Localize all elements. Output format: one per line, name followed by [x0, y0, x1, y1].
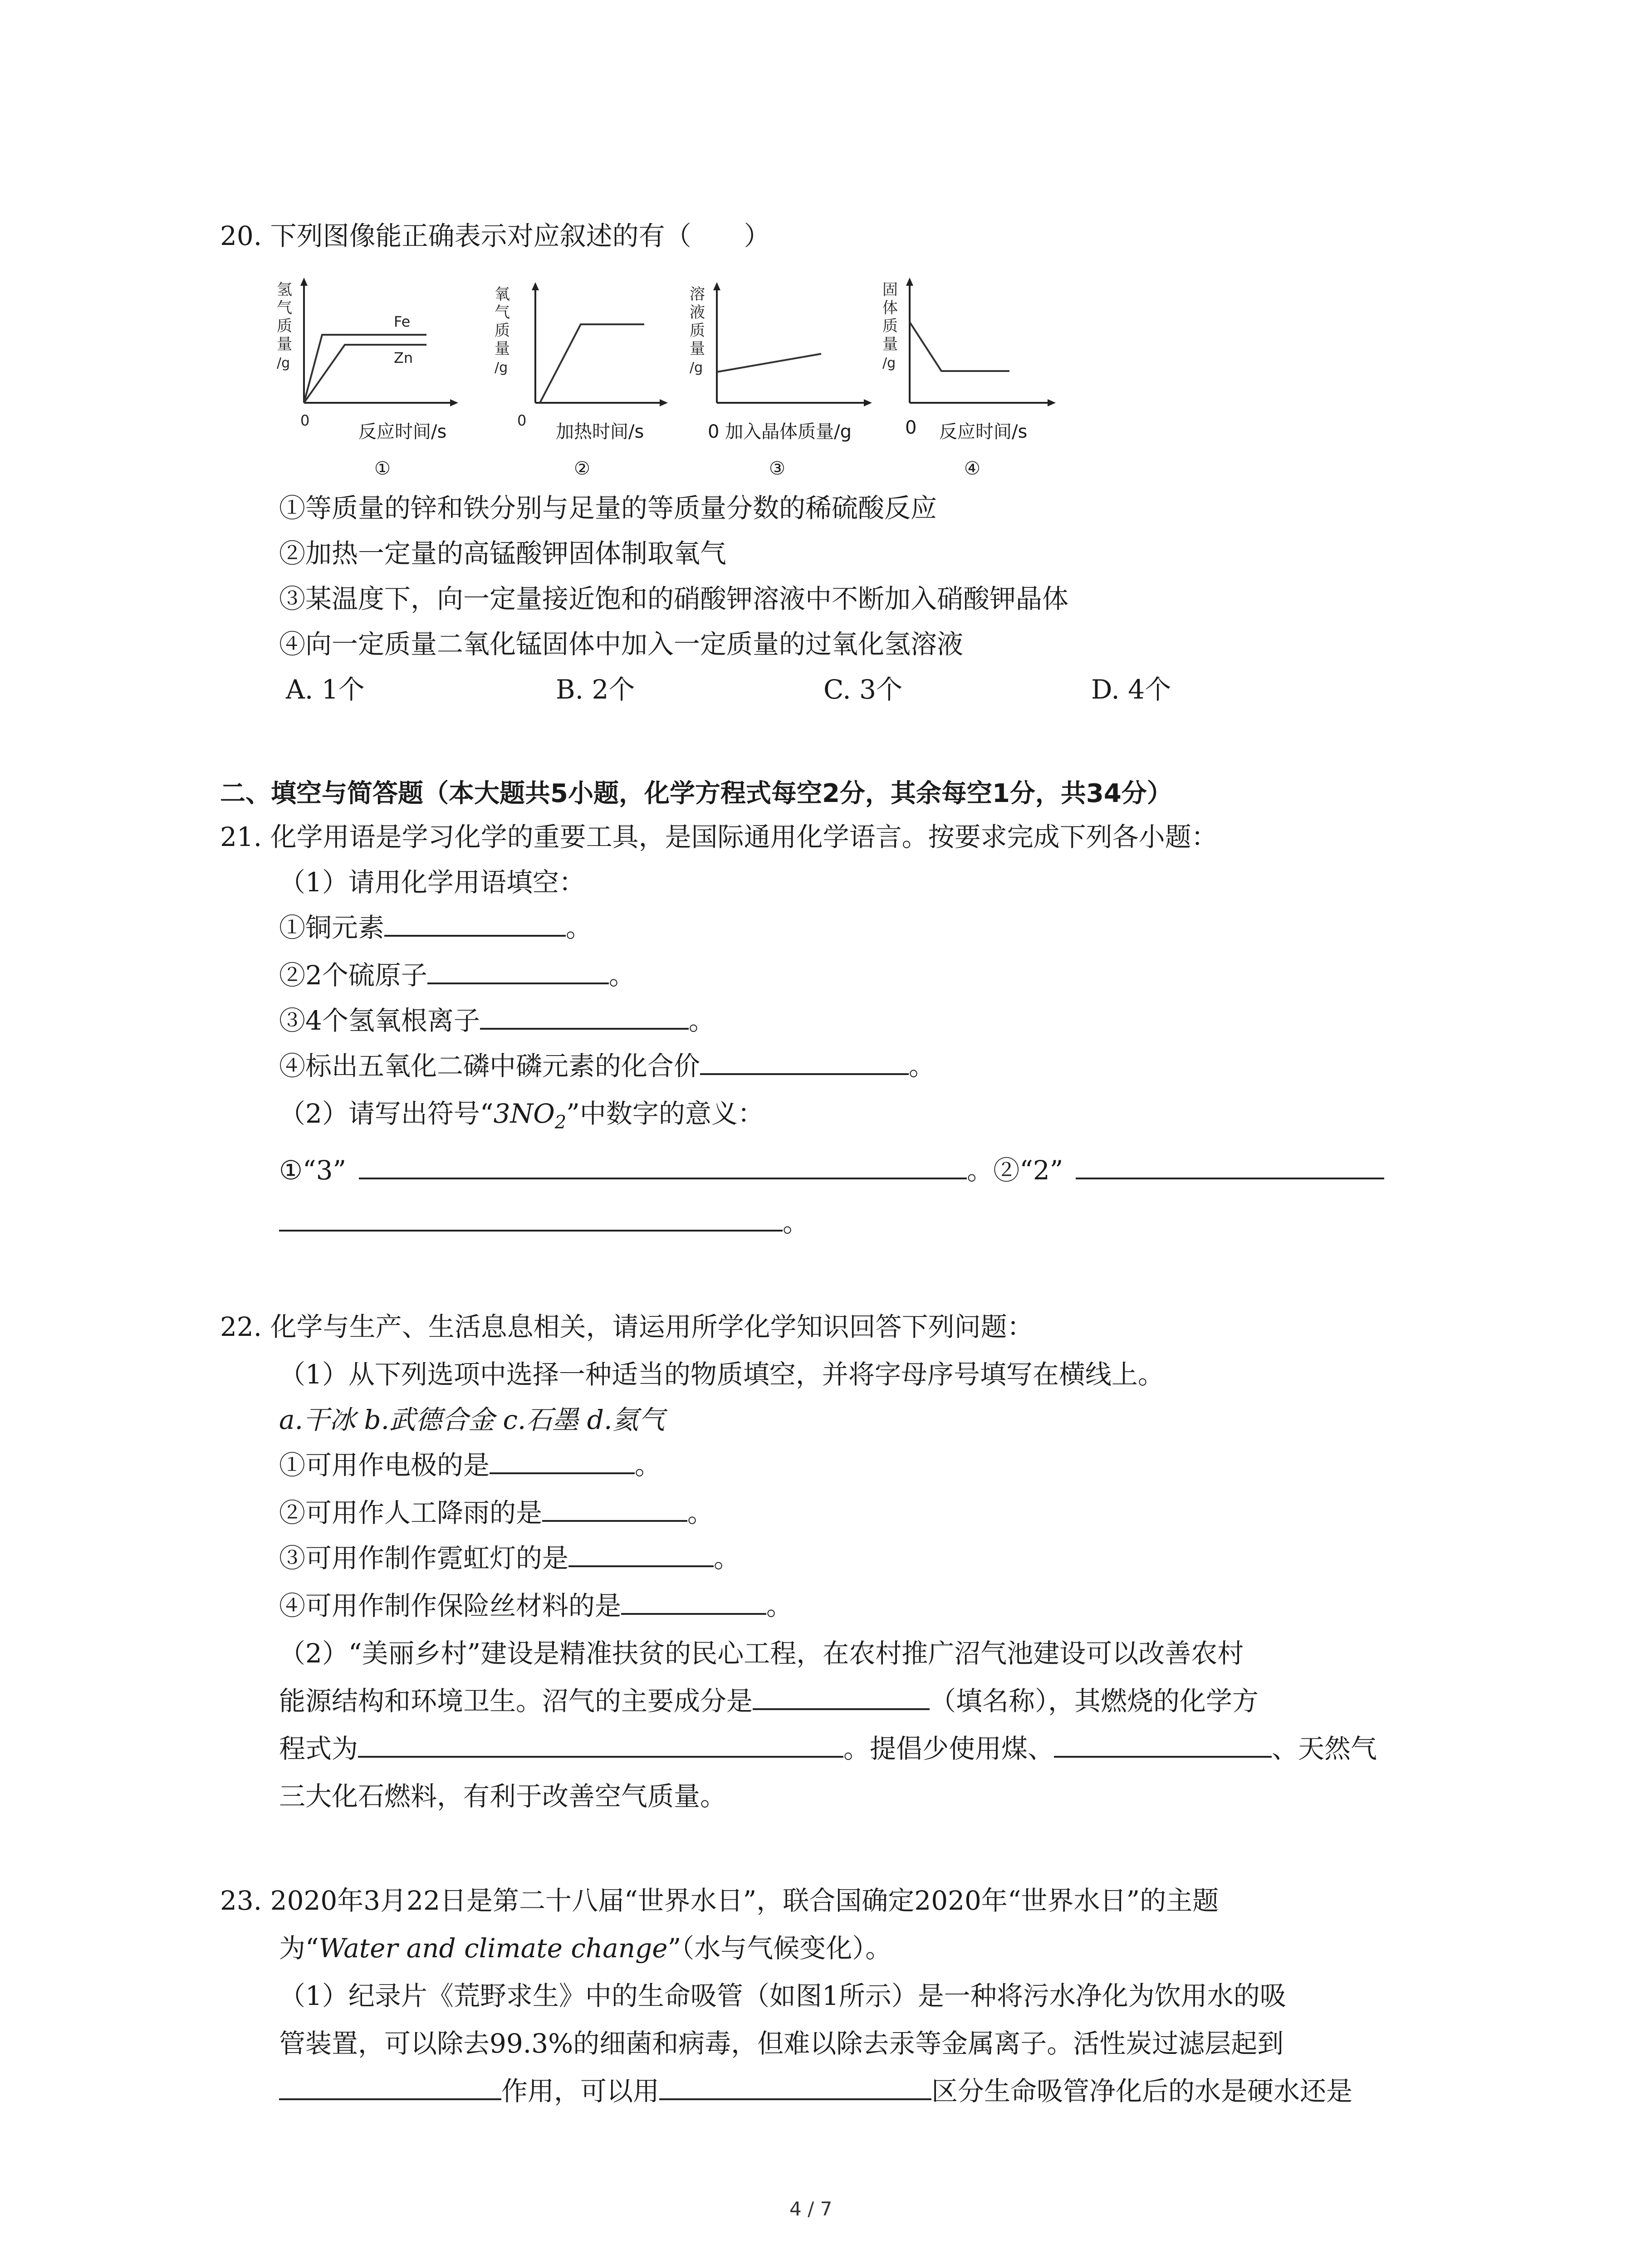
svg-text:/g: /g: [277, 355, 290, 371]
answer-blank[interactable]: [384, 912, 566, 937]
q20-stem: 20. 下列图像能正确表示对应叙述的有（ ）: [220, 220, 770, 251]
q22-stem: 22. 化学与生产、生活息息相关，请运用所学化学知识回答下列问题：: [220, 1311, 1034, 1342]
svg-text:气: 气: [277, 299, 292, 317]
svg-text:/g: /g: [690, 360, 703, 376]
option-b: B. 2个: [556, 674, 635, 705]
q22-part2-line4: 三大化石燃料，有利于改善空气质量。: [279, 1781, 727, 1812]
fig3-xlabel: 0 加入晶体质量/g: [708, 421, 852, 442]
answer-blank[interactable]: [700, 1051, 909, 1075]
option-a: A. 1个: [286, 674, 365, 705]
q21-meaning-line-2: 。: [279, 1207, 809, 1238]
fig3-caption: ③: [769, 458, 785, 479]
q22-item-1: ①可用作电极的是 。: [279, 1450, 661, 1481]
svg-text:气: 气: [495, 303, 510, 322]
q22-part2-line3: 程式为 。提倡少使用煤、 、天然气: [279, 1733, 1377, 1764]
svg-text:氧: 氧: [495, 285, 510, 303]
zn-label: Zn: [394, 349, 413, 367]
fig1-caption: ①: [374, 458, 391, 479]
option-d: D. 4个: [1091, 674, 1171, 705]
q20-statement-4: ④向一定质量二氧化锰固体中加入一定质量的过氧化氢溶液: [279, 629, 964, 660]
fig2-caption: ②: [574, 458, 590, 479]
answer-blank[interactable]: [753, 1686, 930, 1710]
svg-text:质: 质: [690, 322, 705, 340]
svg-text:体: 体: [882, 299, 898, 317]
answer-blank[interactable]: [1054, 1733, 1272, 1758]
answer-blank[interactable]: [480, 1005, 689, 1030]
figure-1: [272, 277, 463, 428]
q22-part1: （1）从下列选项中选择一种适当的物质填空，并将字母序号填写在横线上。: [279, 1359, 1164, 1390]
answer-blank[interactable]: [359, 1155, 967, 1179]
fig1-ylabel: 氢: [277, 281, 292, 299]
answer-blank[interactable]: [542, 1497, 687, 1522]
q20-statement-2: ②加热一定量的高锰酸钾固体制取氧气: [279, 538, 727, 569]
theme-text: Water and climate change: [318, 1933, 668, 1964]
answer-blank[interactable]: [1076, 1155, 1384, 1179]
q21-part2: （2）请写出符号“$3NO_2$”中数字的意义：: [279, 1098, 764, 1133]
q21-item-3: ③4个氢氧根离子 。: [279, 1005, 715, 1036]
q22-item-2: ②可用作人工降雨的是 。: [279, 1497, 714, 1528]
page-number: 4 / 7: [789, 2198, 833, 2220]
svg-text:质: 质: [882, 317, 898, 335]
q20-statement-1: ①等质量的锌和铁分别与足量的等质量分数的稀硫酸反应: [279, 493, 937, 523]
svg-text:固: 固: [882, 281, 898, 299]
q23-line3: （1）纪录片《荒野求生》中的生命吸管（如图1所示）是一种将污水净化为饮用水的吸: [279, 1980, 1286, 2011]
svg-text:/g: /g: [882, 355, 896, 371]
answer-blank[interactable]: [621, 1590, 766, 1615]
fe-label: Fe: [394, 313, 411, 330]
answer-blank[interactable]: [427, 960, 609, 984]
q23-line5: 作用，可以用 区分生命吸管净化后的水是硬水还是: [279, 2075, 1352, 2107]
svg-text:0: 0: [300, 412, 310, 426]
q21-stem: 21. 化学用语是学习化学的重要工具，是国际通用化学语言。按要求完成下列各小题：: [220, 821, 1218, 852]
figure-2: [490, 281, 671, 428]
q21-item-4: ④标出五氧化二磷中磷元素的化合价 。: [279, 1051, 936, 1081]
q23-line1: 23. 2020年3月22日是第二十八届“世界水日”，联合国确定2020年“世界水日”的主题: [220, 1885, 1219, 1916]
q22-item-4: ④可用作制作保险丝材料的是 。: [279, 1590, 793, 1621]
fig1-xlabel: 反应时间/s: [358, 421, 447, 442]
q21-part1: （1）请用化学用语填空：: [279, 867, 585, 898]
svg-text:液: 液: [690, 303, 705, 322]
svg-text:0: 0: [517, 412, 527, 426]
svg-text:质: 质: [495, 322, 510, 340]
fig4-origin: 0: [905, 417, 917, 438]
answer-blank[interactable]: [490, 1450, 635, 1474]
q23-line4: 管装置，可以除去99.3%的细菌和病毒，但难以除去汞等金属离子。活性炭过滤层起到: [279, 2028, 1284, 2059]
section-title: 二、填空与简答题（本大题共5小题，化学方程式每空2分，其余每空1分，共34分）: [220, 779, 1172, 808]
q22-item-3: ③可用作制作霓虹灯的是 。: [279, 1543, 740, 1574]
q20-statement-3: ③某温度下，向一定量接近饱和的硝酸钾溶液中不断加入硝酸钾晶体: [279, 583, 1069, 614]
answer-blank[interactable]: [358, 1733, 843, 1758]
q22-choices: a.干冰 b.武德合金 c.石墨 d.氦气: [279, 1404, 665, 1435]
svg-text:溶: 溶: [690, 285, 705, 303]
option-c: C. 3个: [823, 674, 903, 705]
q22-part2-line1: （2）“美丽乡村”建设是精准扶贫的民心工程，在农村推广沼气池建设可以改善农村: [279, 1638, 1244, 1669]
q21-meaning-line: ①“3” 。②“2”: [279, 1154, 1384, 1186]
q21-item-1: ①铜元素 。: [279, 912, 593, 943]
fig4-caption: ④: [964, 458, 980, 479]
svg-text:质: 质: [277, 317, 292, 335]
svg-text:量: 量: [882, 335, 898, 353]
figure-4: [878, 277, 1059, 428]
figure-3: [685, 281, 876, 428]
q21-item-2: ②2个硫原子 。: [279, 960, 635, 991]
svg-text:/g: /g: [495, 360, 508, 376]
q23-line2: 为“Water and climate change”（水与气候变化）。: [279, 1933, 892, 1964]
q22-part2-line2: 能源结构和环境卫生。沼气的主要成分是 （填名称），其燃烧的化学方: [279, 1686, 1259, 1716]
answer-blank[interactable]: [568, 1543, 714, 1567]
svg-text:量: 量: [690, 340, 705, 358]
answer-blank[interactable]: [659, 2076, 931, 2100]
fig4-xlabel: 反应时间/s: [939, 421, 1028, 442]
fig2-xlabel: 加热时间/s: [556, 421, 644, 442]
answer-blank[interactable]: [279, 1207, 783, 1232]
svg-text:量: 量: [277, 335, 292, 353]
svg-text:量: 量: [495, 340, 510, 358]
answer-blank[interactable]: [279, 2076, 501, 2100]
formula: 3NO: [493, 1098, 555, 1129]
